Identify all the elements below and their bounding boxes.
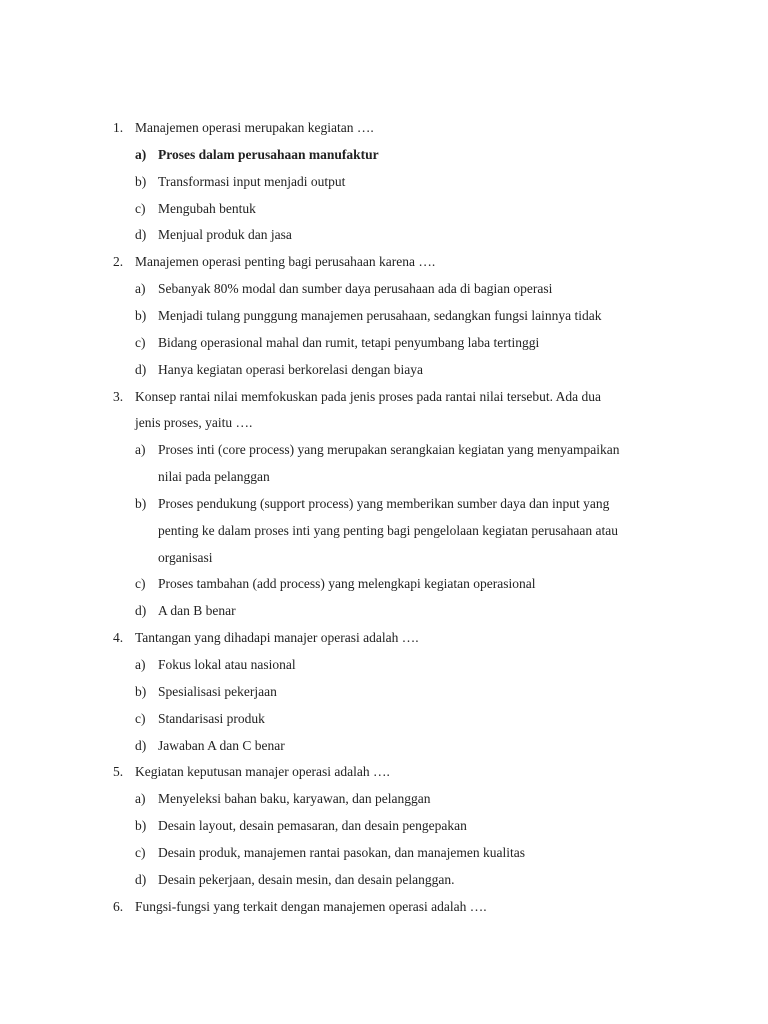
option-label: d) — [135, 361, 147, 377]
option-text: Standarisasi produk — [158, 710, 265, 726]
option-label: d) — [135, 871, 147, 887]
option-text: Menyeleksi bahan baku, karyawan, dan pelanggan — [158, 791, 431, 807]
option-text: Menjadi tulang punggung manajemen perusahaan, sedangkan fungsi lainnya tidak — [158, 307, 602, 323]
option-text: Spesialisasi pekerjaan — [158, 683, 277, 699]
option-text: Bidang operasional mahal dan rumit, tetapi penyumbang laba tertinggi — [158, 334, 540, 350]
option-label: c) — [135, 710, 146, 726]
question-text: Fungsi-fungsi yang terkait dengan manajemen operasi adalah …. — [135, 898, 487, 914]
option-label: a) — [135, 791, 146, 807]
option-text: Proses pendukung (support process) yang memberikan sumber daya dan input yang — [158, 495, 610, 511]
option-label: c) — [135, 334, 146, 350]
option-label: c) — [135, 200, 146, 216]
option-label: b) — [135, 307, 147, 323]
question-number: 6. — [113, 898, 124, 914]
option-text: Desain produk, manajemen rantai pasokan, dan manajemen kualitas — [158, 844, 525, 860]
option-label: c) — [135, 576, 146, 592]
question-text: Kegiatan keputusan manajer operasi adalah …. — [135, 764, 390, 780]
option-label: a) — [135, 442, 146, 458]
question-number: 3. — [113, 388, 124, 404]
option-text: Proses dalam perusahaan manufaktur — [158, 146, 379, 162]
option-text: Jawaban A dan C benar — [158, 737, 285, 753]
option-text: A dan B benar — [158, 603, 236, 619]
option-label: d) — [135, 603, 147, 619]
option-text: Desain layout, desain pemasaran, dan desain pengepakan — [158, 818, 467, 834]
option-label: b) — [135, 173, 147, 189]
option-text: penting ke dalam proses inti yang penting bagi pengelolaan kegiatan perusahaan atau — [158, 522, 618, 538]
question-text: Tantangan yang dihadapi manajer operasi adalah …. — [135, 630, 419, 646]
option-text: Desain pekerjaan, desain mesin, dan desain pelanggan. — [158, 871, 455, 887]
option-label: b) — [135, 495, 147, 511]
option-text: Sebanyak 80% modal dan sumber daya perusahaan ada di bagian operasi — [158, 281, 553, 297]
option-text: Hanya kegiatan operasi berkorelasi dengan biaya — [158, 361, 424, 377]
question-text: Konsep rantai nilai memfokuskan pada jenis proses pada rantai nilai tersebut. Ada dua — [135, 388, 601, 404]
option-label: d) — [135, 737, 147, 753]
option-label: a) — [135, 281, 146, 297]
option-text: Fokus lokal atau nasional — [158, 657, 296, 672]
option-text: organisasi — [158, 549, 213, 565]
option-label: a) — [135, 146, 147, 162]
option-label: a) — [135, 657, 146, 672]
option-text: Proses inti (core process) yang merupakan serangkaian kegiatan yang menyampaikan — [158, 442, 620, 458]
option-label: b) — [135, 818, 147, 834]
option-text: Transformasi input menjadi output — [158, 173, 346, 189]
option-label: c) — [135, 844, 146, 860]
option-text: Menjual produk dan jasa — [158, 227, 292, 243]
question-text: jenis proses, yaitu …. — [135, 415, 253, 431]
question-number: 2. — [113, 254, 124, 270]
question-text: Manajemen operasi merupakan kegiatan …. — [135, 120, 374, 135]
question-text: Manajemen operasi penting bagi perusahaan karena …. — [135, 254, 436, 270]
question-number: 5. — [113, 764, 124, 780]
option-text: Mengubah bentuk — [158, 200, 256, 216]
question-number: 4. — [113, 630, 124, 646]
option-label: d) — [135, 227, 147, 243]
option-text: Proses tambahan (add process) yang melengkapi kegiatan operasional — [158, 576, 536, 592]
option-label: b) — [135, 683, 147, 699]
option-text: nilai pada pelanggan — [158, 469, 270, 485]
question-number: 1. — [113, 120, 124, 135]
